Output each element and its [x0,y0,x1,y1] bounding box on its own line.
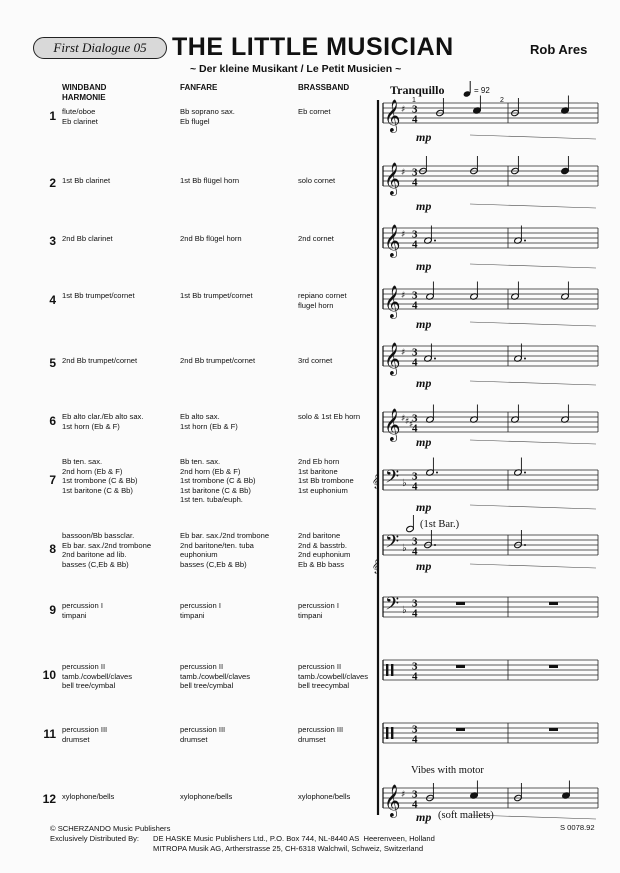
time-signature: 4 [412,356,418,369]
key-signature-sharp: ♯ [401,230,406,240]
percussion-clef-icon [391,664,393,676]
treble-clef-icon: 𝄞 [372,559,380,573]
whole-rest-icon [549,728,558,731]
time-signature: 4 [412,299,418,312]
fanfare-instrument: percussion I timpani [180,601,221,620]
time-signature: 3 [412,788,418,801]
brassband-instrument: percussion II tamb./cowbell/claves bell treecymbal [298,662,369,690]
key-signature-flat: ♭ [402,543,407,554]
row-number: 9 [49,602,56,617]
fanfare-instrument: 2nd Bb trumpet/cornet [180,356,256,365]
row-number: 11 [43,726,56,741]
fanfare-instrument: Eb bar. sax./2nd trombone 2nd baritone/ten. tuba euphonium basses (C,Eb & Bb) [180,531,270,569]
fanfare-instrument: 2nd Bb flügel horn [180,234,242,243]
brassband-instrument: xylophone/bells [298,792,351,801]
page-title: THE LITTLE MUSICIAN [172,33,454,61]
whole-rest-icon [456,602,465,605]
dynamic-marking: mp [416,130,432,144]
copyright-line: © SCHERZANDO Music Publishers [50,824,171,833]
fanfare-instrument: xylophone/bells [180,792,233,801]
windband-instrument: percussion II tamb./cowbell/claves bell tree/cymbal [62,662,133,690]
brassband-instrument: 2nd Eb horn 1st baritone 1st Bb trombone 1st euphonium [298,457,354,495]
windband-instrument: bassoon/Bb bassclar. Eb bar. sax./2nd trombone 2nd baritone ad lib. basses (C,Eb & Bb) [62,531,152,569]
time-signature: 4 [412,113,418,126]
time-signature: 3 [412,723,418,736]
time-signature: 4 [412,798,418,811]
windband-instrument: xylophone/bells [62,792,115,801]
fanfare-instrument: Bb soprano sax. Eb flugel [180,107,235,126]
windband-instrument: percussion I timpani [62,601,103,620]
column-header-windband: WINDBAND HARMONIE [62,83,107,102]
hairpin-line [470,564,596,568]
brassband-instrument: 2nd cornet [298,234,334,243]
time-signature: 3 [412,166,418,179]
distributor-line-2: MITROPA Musik AG, Artherstrasse 25, CH-6318 Walchwil, Schweiz, Switzerland [153,844,424,853]
dynamic-marking: mp [416,259,432,273]
time-signature: 4 [412,480,418,493]
row-number: 1 [49,108,56,123]
augmentation-dot [434,544,436,546]
fanfare-instrument: percussion III drumset [180,725,226,744]
row-number: 12 [42,792,56,806]
time-signature: 3 [412,228,418,241]
key-signature-flat: ♭ [402,478,407,489]
dynamic-marking: mp [416,376,432,390]
time-signature: 4 [412,545,418,558]
key-signature-flat: ♭ [402,605,407,616]
windband-instrument: 1st Bb clarinet [62,176,111,185]
hairpin-line [470,264,596,268]
augmentation-dot [524,472,526,474]
hairpin-line [470,505,596,509]
treble-clef-icon: 𝄞 [384,342,401,375]
brassband-instrument: percussion III drumset [298,725,344,744]
hairpin-line [470,204,596,208]
brassband-instrument: 3rd cornet [298,356,333,365]
time-signature: 3 [412,346,418,359]
augmentation-dot [524,358,526,360]
dynamic-marking: mp [416,810,432,824]
bass-clef-icon: 𝄢 [385,594,400,619]
column-header-fanfare: FANFARE [180,83,218,92]
time-signature: 4 [412,422,418,435]
treble-clef-icon: 𝄞 [384,408,401,441]
catalog-number: S 0078.92 [560,823,595,832]
bass-clef-icon: 𝄢 [385,467,400,492]
dynamic-marking: mp [416,317,432,331]
composer-name: Rob Ares [530,42,588,57]
windband-instrument: percussion III drumset [62,725,108,744]
row-number: 2 [49,176,56,190]
time-signature: 4 [412,176,418,189]
row-number: 10 [42,668,56,683]
percussion-clef-icon [391,727,393,739]
augmentation-dot [524,240,526,242]
bass-clef-icon: 𝄢 [385,532,400,557]
time-signature: 3 [412,412,418,425]
windband-instrument: 2nd Bb trumpet/cornet [62,356,138,365]
row-number: 5 [49,356,56,370]
hairpin-line [470,440,596,444]
brassband-instrument: repiano cornet flugel horn [298,291,347,310]
treble-clef-icon: 𝄞 [372,474,380,488]
hairpin-line [470,381,596,385]
fanfare-instrument: 1st Bb trumpet/cornet [180,291,253,300]
treble-clef-icon: 𝄞 [384,784,401,817]
percussion-clef-icon [386,727,388,739]
tempo-marking: Tranquillo [390,83,445,97]
whole-rest-icon [549,665,558,668]
row-number: 6 [49,413,56,428]
treble-clef-icon: 𝄞 [384,162,401,195]
windband-instrument: Bb ten. sax. 2nd horn (Eb & F) 1st trombone (C & Bb) 1st baritone (C & Bb) [62,457,138,495]
whole-rest-icon [456,665,465,668]
first-baritone-annotation: (1st Bar.) [420,519,460,530]
bar-number: 2 [500,97,504,104]
row-number: 7 [49,472,56,487]
key-signature-sharp: ♯ [401,348,406,358]
bar-number: 1 [412,97,416,104]
dynamic-marking: mp [416,199,432,213]
augmentation-dot [524,544,526,546]
series-badge: First Dialogue 05 [33,37,167,59]
augmentation-dot [434,358,436,360]
tempo-value: = 92 [474,86,490,95]
brassband-instrument: Eb cornet [298,107,331,116]
key-signature-sharp: ♯ [401,291,406,301]
brassband-instrument: solo cornet [298,176,336,185]
treble-clef-icon: 𝄞 [384,285,401,318]
brassband-instrument: percussion I timpani [298,601,339,620]
fanfare-instrument: Eb alto sax. 1st horn (Eb & F) [180,412,238,431]
brassband-instrument: solo & 1st Eb horn [298,412,361,421]
brassband-instrument: 2nd baritone 2nd & basstrb. 2nd euphonium Eb & Bb bass [298,531,351,569]
windband-instrument: 1st Bb trumpet/cornet [62,291,135,300]
hairpin-line [470,135,596,139]
soft-mallets-annotation: (soft mallets) [438,810,494,821]
time-signature: 4 [412,733,418,746]
distributed-label: Exclusively Distributed By: [50,834,140,843]
key-signature-sharp: ♯ [401,790,406,800]
row-number: 8 [49,542,56,556]
key-signature-sharp: ♯ [401,105,406,115]
time-signature: 3 [412,660,418,673]
row-number: 3 [49,234,56,248]
treble-clef-icon: 𝄞 [384,224,401,257]
vibes-annotation: Vibes with motor [411,765,484,776]
percussion-clef-icon [386,664,388,676]
windband-instrument: 2nd Bb clarinet [62,234,113,243]
key-signature-sharp: ♯ [409,420,414,430]
fanfare-instrument: 1st Bb flügel horn [180,176,240,185]
fanfare-instrument: percussion II tamb./cowbell/claves bell tree/cymbal [180,662,251,690]
windband-instrument: flute/oboe Eb clarinet [62,107,98,126]
time-signature: 4 [412,238,418,251]
augmentation-dot [436,472,438,474]
time-signature: 3 [412,103,418,116]
page-subtitle: ~ Der kleine Musikant / Le Petit Musicien ~ [190,63,402,75]
hairpin-line [470,322,596,326]
key-signature-sharp: ♯ [405,417,410,427]
distributor-line-1: DE HASKE Music Publishers Ltd., P.O. Box 744, NL-8440 AS Heerenveen, Holland [153,834,435,843]
row-number: 4 [49,292,56,307]
time-signature: 3 [412,597,418,610]
windband-instrument: Eb alto clar./Eb alto sax. 1st horn (Eb & F) [62,412,144,431]
column-header-brassband: BRASSBAND [298,83,350,92]
fanfare-instrument: Bb ten. sax. 2nd horn (Eb & F) 1st trombone (C & Bb) 1st baritone (C & Bb) 1st ten. tuba/euph. [180,457,256,504]
time-signature: 3 [412,470,418,483]
time-signature: 3 [412,289,418,302]
treble-clef-icon: 𝄞 [384,99,401,132]
time-signature: 4 [412,607,418,620]
time-signature: 4 [412,670,418,683]
whole-rest-icon [549,602,558,605]
dynamic-marking: mp [416,435,432,449]
time-signature: 3 [412,535,418,548]
key-signature-sharp: ♯ [401,168,406,178]
dynamic-marking: mp [416,500,432,514]
whole-rest-icon [456,728,465,731]
key-signature-sharp: ♯ [401,414,406,424]
augmentation-dot [434,240,436,242]
dynamic-marking: mp [416,559,432,573]
